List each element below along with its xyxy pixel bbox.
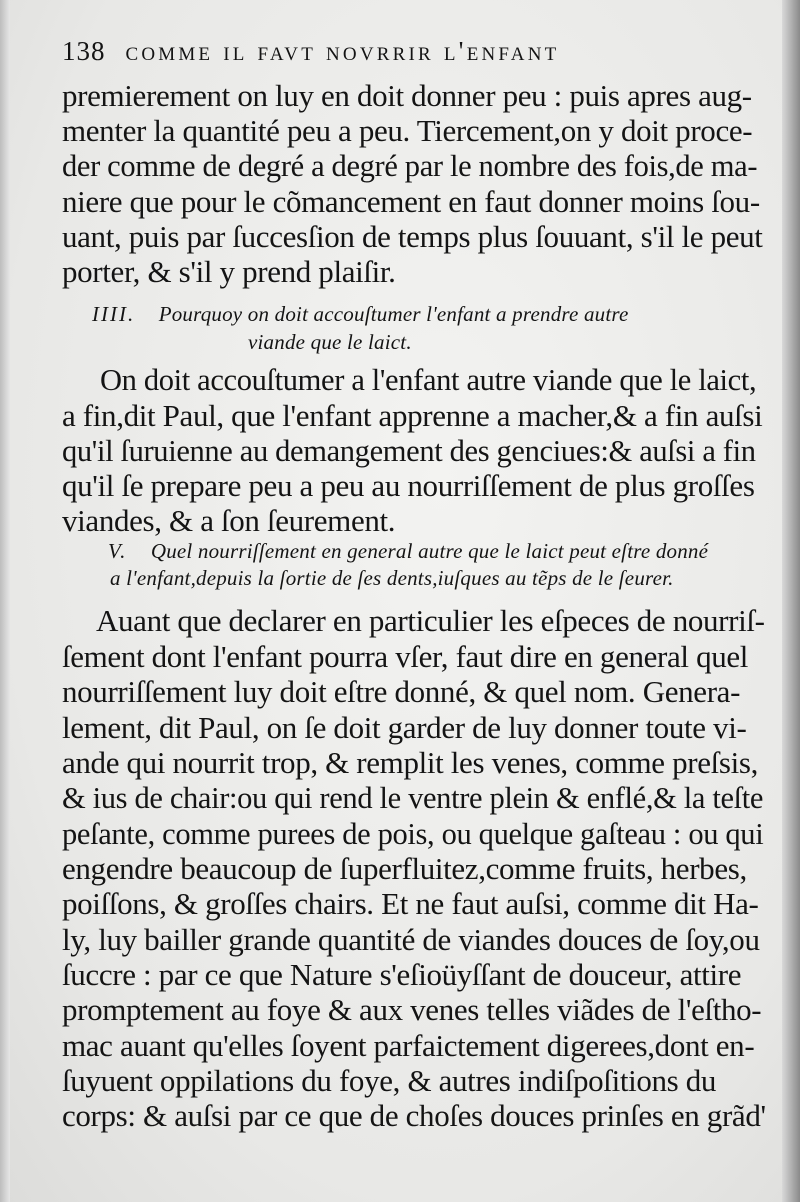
running-header: [62, 36, 559, 66]
text-line: mac auant qu'elles ſoyent parfaictement digerees,dont en-: [62, 1028, 755, 1063]
page-right-edge-shadow: [782, 0, 800, 1202]
text-line: ſuccre : par ce que Nature s'eſioüyſſant de douceur, attire: [62, 957, 742, 992]
text-line: viandes, & a ſon ſeurement.: [62, 503, 396, 538]
text-line: qu'il ſuruienne au demangement des genciues:& auſsi a fin: [62, 434, 756, 468]
text-line: peſante, comme purees de pois, ou quelque gaſteau : ou qui: [62, 817, 764, 851]
text-line: poiſſons, & groſſes chairs. Et ne faut auſsi, comme dit Ha-: [62, 886, 759, 921]
text-line: ſement dont l'enfant pourra vſer, faut dire en general quel: [62, 639, 749, 674]
section-heading-4-continued: viande que le laict.: [248, 330, 412, 354]
text-line: ſuyuent oppilations du foye, & autres indiſpoſitions du: [62, 1063, 717, 1098]
section-heading-text: Pourquoy on doit accouſtumer l'enfant a prendre autre: [158, 302, 629, 326]
section-heading-5: [108, 539, 708, 563]
section-heading-4: [92, 302, 629, 326]
page-number: 138: [62, 36, 106, 66]
running-title: comme il favt novrrir l'enfant: [125, 36, 560, 66]
text-line: premierement on luy en doit donner peu : puis apres aug-: [62, 78, 752, 113]
text-line: lement, dit Paul, on ſe doit garder de luy donner toute vi-: [62, 710, 747, 745]
text-line: corps: & auſsi par ce que de choſes douces prinſes en grãd': [62, 1098, 766, 1133]
text-line: der comme de degré a degré par le nombre des fois,de ma-: [62, 149, 758, 183]
text-line: ly, luy bailler grande quantité de viandes douces de ſoy,ou: [62, 922, 760, 957]
text-line: porter, & s'il y prend plaiſir.: [62, 254, 396, 289]
text-line: & ius de chair:ou qui rend le ventre plein & enflé,& la teſte: [62, 781, 764, 815]
section-number: V.: [108, 539, 128, 563]
text-line: engendre beaucoup de ſuperfluitez,comme fruits, herbes,: [62, 851, 747, 886]
section-number: IIII.: [92, 302, 136, 326]
text-line: a fin,dit Paul, que l'enfant apprenne a macher,& a fin auſsi: [62, 398, 763, 433]
text-line: promptement au foye & aux venes telles viãdes de l'eſtho-: [62, 992, 762, 1027]
page-left-edge-shadow: [0, 0, 10, 1202]
text-line: menter la quantité peu a peu. Tiercement,on y doit proce-: [62, 113, 753, 148]
text-line: On doit accouſtumer a l'enfant autre viande que le laict,: [100, 363, 757, 397]
text-line: qu'il ſe prepare peu a peu au nourriſſement de plus groſſes: [62, 468, 755, 503]
text-line: nourriſſement luy doit eſtre donné, & quel nom. Genera-: [62, 674, 741, 709]
text-line: niere que pour le cõmancement en faut donner moins ſou-: [62, 184, 760, 219]
text-line: ande qui nourrit trop, & remplit les venes, comme preſsis,: [62, 745, 758, 780]
section-heading-5-continued: a l'enfant,depuis la ſortie de ſes dents,iuſques au tẽps de le ſeurer.: [110, 566, 674, 590]
text-line: Auant que declarer en particulier les eſpeces de nourriſ-: [96, 603, 765, 638]
section-heading-text: Quel nourriſſement en general autre que le laict peut eſtre donné: [150, 539, 709, 563]
text-line: uant, puis par ſuccesſion de temps plus ſouuant, s'il le peut: [62, 219, 763, 254]
